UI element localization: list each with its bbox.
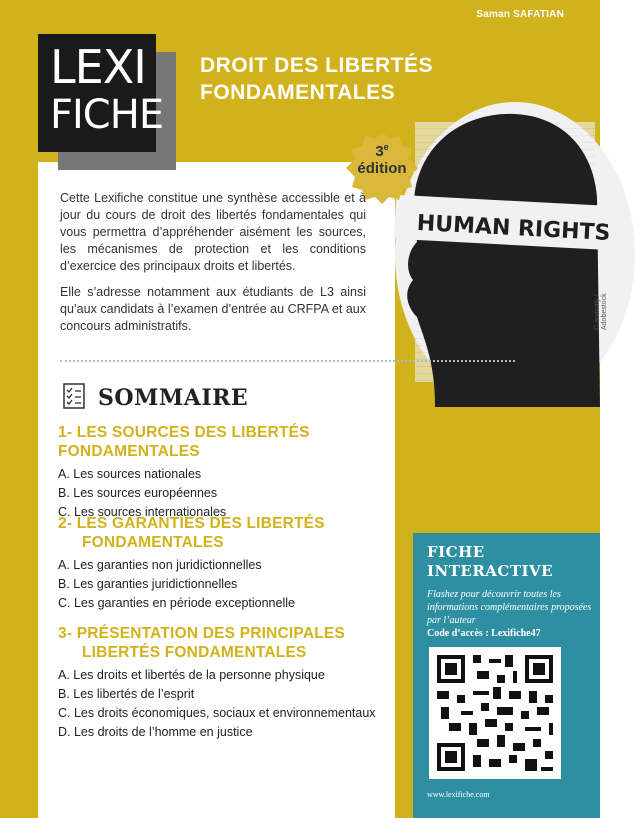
- interactive-title: FICHE INTERACTIVE: [427, 543, 554, 580]
- section-heading: 2- LES GARANTIES DES LIBERTÉS FONDAMENTALES: [58, 515, 325, 551]
- list-item: A. Les garanties non juridictionnelles: [58, 558, 262, 572]
- list-item: C. Les sources internationales: [58, 505, 227, 519]
- intro-paragraph: Cette Lexifiche constitue une synthèse accessible et à jour du cours de droit des libertés fondamentales qui vous permettra d’appréhender aisément les sources, les mécanismes de protection et les conditions d’exercice des principaux droits et libertés.: [60, 191, 366, 273]
- author-name: Saman SAFATIAN: [476, 9, 564, 20]
- banner-text: HUMAN RIGHTS: [416, 210, 611, 247]
- section-3: [58, 624, 398, 742]
- list-item: B. Les sources européennes: [58, 486, 218, 500]
- section-heading: 3- PRÉSENTATION DES PRINCIPALES LIBERTÉS FONDAMENTALES: [58, 625, 345, 661]
- section-1: [58, 423, 398, 522]
- intro-paragraph: Elle s’adresse notamment aux étudiants de L3 ainsi qu’aux candidats à l’examen d’entrée au CRFPA et aux concours administratifs.: [60, 285, 366, 333]
- title-line2: FONDAMENTALES: [200, 81, 396, 104]
- list-item: C. Les droits économiques, sociaux et environnementaux: [58, 706, 376, 720]
- access-code: Code d’accès : Lexifiche47: [427, 628, 541, 639]
- list-item: B. Les garanties juridictionnelles: [58, 577, 238, 591]
- section-heading: 1- LES SOURCES DES LIBERTÉS FONDAMENTALES: [58, 424, 310, 460]
- list-item: A. Les sources nationales: [58, 467, 202, 481]
- image-credit: © ananaly / Adobestock: [594, 293, 608, 330]
- edition-number: 3e: [375, 142, 389, 160]
- intro-text: [60, 190, 366, 344]
- interactive-description: Flashez pour découvrir toutes les informations complémentaires proposées par l’auteur: [427, 589, 592, 626]
- website-link[interactable]: www.lexifiche.com: [427, 790, 490, 799]
- dotted-divider: [60, 360, 515, 362]
- qr-code-icon: [429, 647, 561, 779]
- sommaire-title: SOMMAIRE: [98, 385, 249, 411]
- interactive-box: [413, 533, 600, 818]
- section-2: [58, 514, 398, 613]
- qr-code[interactable]: [429, 647, 561, 779]
- list-item: D. Les droits de l’homme en justice: [58, 725, 253, 739]
- logo-line2: FICHE: [50, 92, 164, 138]
- logo-line1: LEXI: [50, 40, 146, 94]
- title-line1: DROIT DES LIBERTÉS: [200, 54, 434, 77]
- edition-label: édition: [357, 160, 407, 177]
- checklist-icon: [62, 383, 86, 409]
- lexifiche-logo: [38, 34, 164, 152]
- list-item: A. Les droits et libertés de la personne physique: [58, 668, 325, 682]
- book-title: [200, 52, 500, 106]
- list-item: B. Les libertés de l’esprit: [58, 687, 195, 701]
- list-item: C. Les garanties en période exceptionnelle: [58, 596, 295, 610]
